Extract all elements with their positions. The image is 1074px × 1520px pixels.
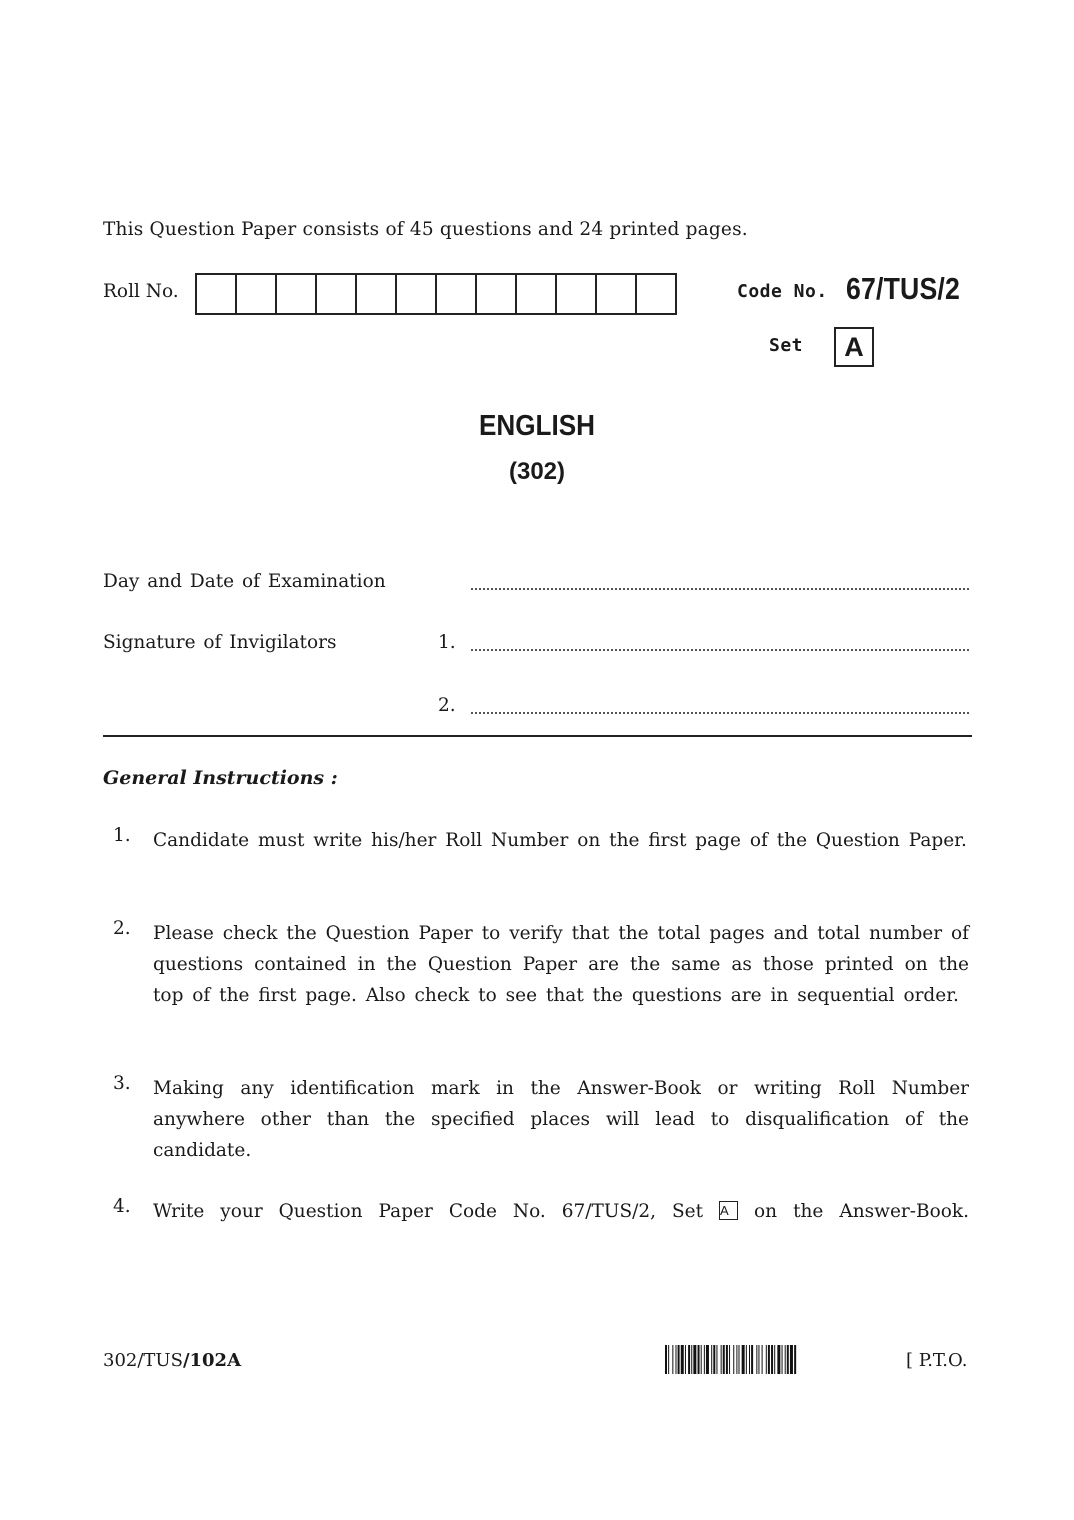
barcode-bar bbox=[736, 1345, 737, 1374]
set-label: Set bbox=[769, 335, 804, 356]
subject-title: ENGLISH bbox=[478, 410, 596, 442]
barcode-bar bbox=[716, 1345, 717, 1374]
barcode-image bbox=[665, 1345, 890, 1374]
instruction-3-text: Making any identification mark in the Answer-Book or writing Roll Number anywhere other than the specified places will lead to disqualification of the candidate. bbox=[153, 1078, 969, 1161]
page-count-statement: This Question Paper consists of 45 questions and 24 printed pages. bbox=[103, 219, 748, 240]
roll-number-label: Roll No. bbox=[103, 281, 179, 302]
invigilator-1-number: 1. bbox=[438, 632, 456, 653]
instruction-4-set-box: A bbox=[719, 1201, 738, 1220]
barcode-bar bbox=[691, 1345, 692, 1374]
code-number-value: 67/TUS/2 bbox=[846, 271, 961, 306]
exam-date-dotted-line[interactable] bbox=[471, 586, 969, 590]
set-value-box: A bbox=[834, 327, 874, 367]
barcode-bar bbox=[685, 1345, 686, 1374]
footer-paper-code bbox=[103, 1350, 241, 1371]
roll-number-box[interactable] bbox=[477, 275, 517, 313]
roll-number-box[interactable] bbox=[237, 275, 277, 313]
instruction-2-text: Please check the Question Paper to verify that the total pages and total number of questions contained in the Question Paper are the same as those printed on the top of the first page. Also check to see that the questions are in sequential order. bbox=[153, 923, 969, 1006]
barcode-bar bbox=[777, 1345, 780, 1374]
barcode-bar bbox=[733, 1345, 734, 1374]
instruction-3-number: 3. bbox=[113, 1073, 131, 1094]
roll-number-box[interactable] bbox=[397, 275, 437, 313]
roll-number-box[interactable] bbox=[437, 275, 477, 313]
barcode-bar bbox=[698, 1345, 700, 1374]
subject-code: (302) bbox=[508, 458, 566, 485]
roll-number-box[interactable] bbox=[277, 275, 317, 313]
barcode-bar bbox=[771, 1345, 773, 1374]
exam-date-label: Day and Date of Examination bbox=[103, 571, 386, 592]
barcode-bar bbox=[672, 1345, 673, 1374]
barcode-bar bbox=[723, 1345, 725, 1374]
section-divider bbox=[103, 735, 972, 737]
instruction-1-number: 1. bbox=[113, 825, 131, 846]
instruction-2-number: 2. bbox=[113, 918, 131, 939]
instruction-4-text-after: on the Answer-Book. bbox=[754, 1201, 969, 1222]
barcode-bar bbox=[681, 1345, 684, 1374]
roll-number-boxes[interactable] bbox=[195, 273, 677, 315]
roll-number-box[interactable] bbox=[557, 275, 597, 313]
roll-number-box[interactable] bbox=[517, 275, 557, 313]
barcode-bar bbox=[766, 1345, 767, 1374]
barcode-bar bbox=[758, 1345, 759, 1374]
instructions-title: General Instructions : bbox=[103, 767, 338, 789]
barcode-bar bbox=[693, 1345, 696, 1374]
barcode-bar bbox=[729, 1345, 730, 1374]
barcode-bar bbox=[713, 1345, 715, 1374]
barcode-bar bbox=[749, 1345, 750, 1374]
barcode-bar bbox=[787, 1345, 789, 1374]
roll-number-box[interactable] bbox=[597, 275, 637, 313]
barcode-bar bbox=[721, 1345, 722, 1374]
barcode-bar bbox=[701, 1345, 702, 1374]
roll-number-box[interactable] bbox=[197, 275, 237, 313]
instruction-1-text: Candidate must write his/her Roll Number on the first page of the Question Paper. bbox=[153, 830, 967, 851]
barcode-bar bbox=[726, 1345, 728, 1374]
barcode-bar bbox=[665, 1345, 667, 1374]
barcode-bar bbox=[704, 1345, 705, 1374]
invigilator-1-dotted-line[interactable] bbox=[471, 647, 969, 651]
barcode-bar bbox=[688, 1345, 690, 1374]
barcode-bar bbox=[676, 1345, 677, 1374]
barcode-bar bbox=[768, 1345, 770, 1374]
barcode-bar bbox=[782, 1345, 783, 1374]
roll-number-box[interactable] bbox=[317, 275, 357, 313]
please-turn-over: [ P.T.O. bbox=[906, 1350, 968, 1371]
barcode-bar bbox=[790, 1345, 793, 1374]
instruction-4-text bbox=[153, 1196, 969, 1227]
invigilator-2-number: 2. bbox=[438, 695, 456, 716]
code-number-label: Code No. bbox=[737, 281, 828, 302]
barcode-bar bbox=[756, 1345, 757, 1374]
barcode-bar bbox=[668, 1345, 669, 1374]
barcode-bar bbox=[794, 1345, 796, 1374]
barcode-bar bbox=[774, 1345, 775, 1374]
invigilator-2-dotted-line[interactable] bbox=[471, 710, 969, 714]
barcode-bar bbox=[751, 1345, 753, 1374]
barcode-bar bbox=[762, 1345, 763, 1374]
barcode-bar bbox=[706, 1345, 709, 1374]
barcode-bar bbox=[742, 1345, 745, 1374]
footer-code-suffix: /102A bbox=[182, 1350, 242, 1371]
roll-number-box[interactable] bbox=[637, 275, 675, 313]
invigilators-label: Signature of Invigilators bbox=[103, 632, 337, 653]
roll-number-box[interactable] bbox=[357, 275, 397, 313]
barcode-bar bbox=[739, 1345, 740, 1374]
barcode-bar bbox=[711, 1345, 712, 1374]
barcode-bar bbox=[746, 1345, 747, 1374]
instruction-4-number: 4. bbox=[113, 1196, 131, 1217]
instruction-4-text-before: Write your Question Paper Code No. 67/TUS/2, Set bbox=[153, 1201, 704, 1222]
barcode-bar bbox=[785, 1345, 786, 1374]
footer-code-prefix: 302/TUS bbox=[103, 1350, 183, 1371]
barcode-bar bbox=[678, 1345, 680, 1374]
